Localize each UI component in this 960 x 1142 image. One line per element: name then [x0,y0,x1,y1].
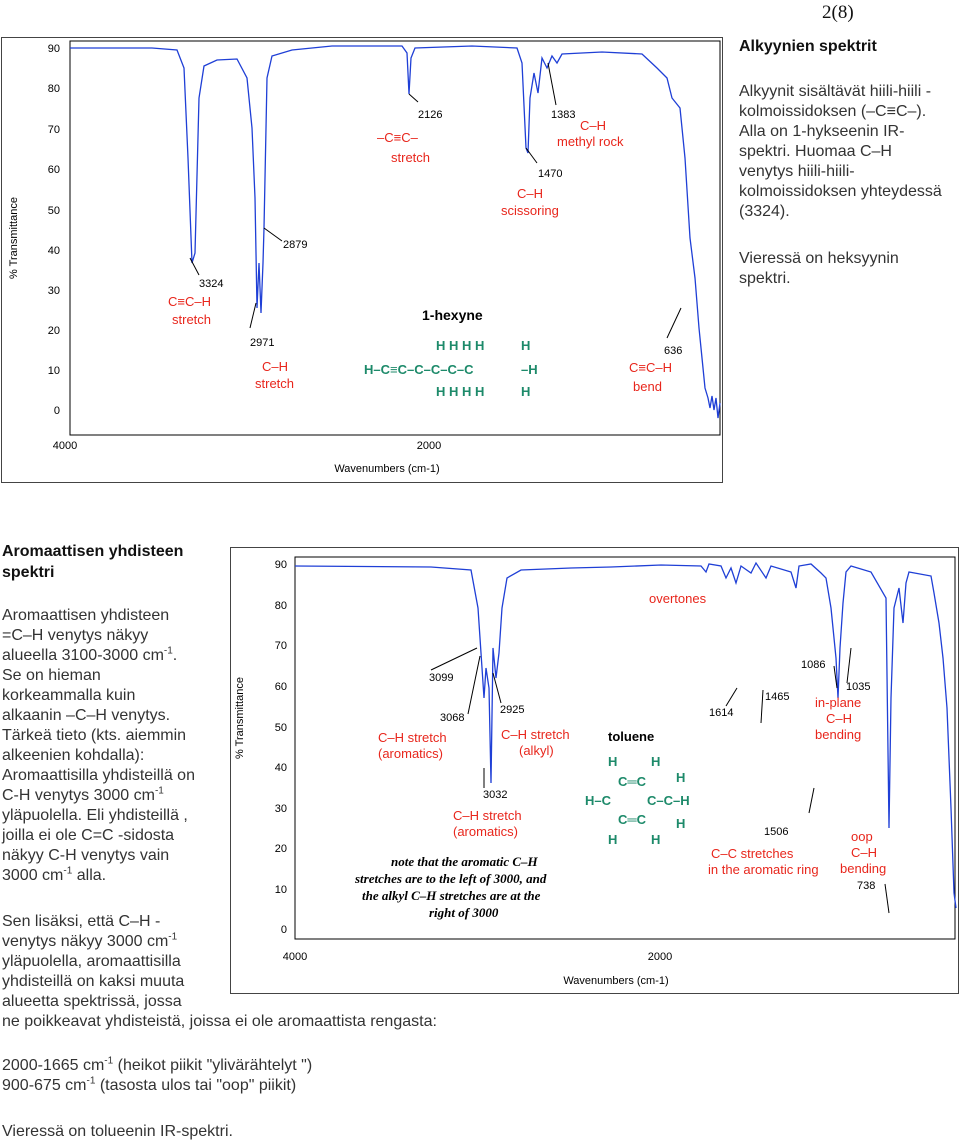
svg-text:H: H [521,338,531,353]
annot-arom1: (aromatics) [378,746,444,761]
svg-text:H H H H: H H H H [436,338,485,353]
y-tick: 50 [274,722,287,734]
svg-text:note that the aromatic C–H: note that the aromatic C–H [391,854,538,869]
svg-text:H–C: H–C [585,793,612,808]
annot-sc: scissoring [501,203,559,218]
y-tick: 10 [47,365,60,377]
toluene-spectrum-figure [230,547,959,994]
peak-label: 1465 [765,691,790,703]
y-tick: 30 [47,285,60,297]
annot-cch: stretch [172,312,212,327]
y-tick: 40 [47,245,60,257]
svg-text:H: H [608,832,618,847]
annot-alkyl: (alkyl) [519,743,554,758]
peak-label: 636 [664,345,683,357]
annot-arom2: (aromatics) [453,824,519,839]
x-axis-label: Wavenumbers (cm-1) [563,975,669,987]
annot-ch: C–H [262,359,289,374]
x-tick: 4000 [282,951,308,963]
compound-name: toluene [608,729,655,744]
annot-cc-ring: C–C stretches [711,846,794,861]
peak-label: 738 [857,880,876,892]
peak-label: 3324 [199,278,224,290]
y-tick: 70 [274,640,287,652]
section1-heading: Alkyynien spektrit [739,38,877,55]
peak-label: 2925 [500,704,525,716]
toluene-structure [585,754,690,847]
svg-text:stretches are to the left of 3: stretches are to the left of 3000, and [355,871,547,886]
y-tick: 60 [47,164,60,176]
annot-bend: bend [633,379,662,394]
hexyne-spectrum-svg [2,38,722,482]
x-tick: 2000 [647,951,673,963]
y-tick: 80 [274,600,287,612]
page-number: 2(8) [822,2,854,23]
peak-label: 1086 [801,659,826,671]
annot-oop: oop [851,829,873,844]
svg-text:C═C: C═C [618,774,646,789]
section2-paragraph3: Sen lisäksi, että C–H - venytys näkyy 3000 $cm^{-1}$ yläpuolella, aromaattisilla yhdisteillä on kaksi muuta alueetta spektrissä, jossa ne poikkeavat yhdisteistä, joissa ei ole aromaattista rengasta: [2,913,437,1030]
x-tick: 4000 [52,440,78,452]
peak-label: 1614 [709,707,734,719]
svg-text:H: H [676,816,686,831]
y-tick: 80 [47,83,60,95]
y-tick: 90 [274,559,287,571]
x-tick: 2000 [416,440,442,452]
peak-label: 2971 [250,337,275,349]
annot-inplane: bending [815,727,862,742]
section1-paragraph: Alkyynit sisältävät hiili-hiili - kolmoissidoksen (–C≡C–). Alla on 1-hykseenin IR- spektri. Huomaa C–H venytys hiili-hiili- kolmoissidoksen yhteydessä (3324). [739,83,942,220]
peak-label: 2879 [283,239,308,251]
final-sentence: Vieressä on tolueenin IR-spektri. [2,1123,233,1140]
annot-mr: methyl rock [557,134,624,149]
y-tick: 50 [47,205,60,217]
annot-cc-ring: in the aromatic ring [708,862,819,877]
x-axis-label: Wavenumbers (cm-1) [334,463,440,475]
svg-text:the alkyl C–H stretches are at: the alkyl C–H stretches are at the [362,888,541,903]
note-text [354,854,547,920]
peak-label: 1506 [764,826,789,838]
y-tick: 30 [274,803,287,815]
annot-bend: C≡C–H [629,360,672,375]
peak-label: 1035 [846,681,871,693]
annot-oop: C–H [851,845,878,860]
svg-text:–H: –H [521,362,538,377]
y-tick: 40 [274,762,287,774]
y-tick: 90 [47,43,60,55]
peak-label: 2126 [418,109,443,121]
svg-text:H: H [676,770,686,785]
peak-label: 1383 [551,109,576,121]
annot-cch: C≡C–H [168,294,211,309]
svg-text:H H H H: H H H H [436,384,485,399]
svg-text:H: H [608,754,618,769]
hexyne-spectrum-figure [1,37,723,483]
annot-oop: bending [840,861,887,876]
peak-label: 3032 [483,789,508,801]
svg-text:H–C≡C–C–C–C–C: H–C≡C–C–C–C–C [364,362,474,377]
svg-text:H: H [521,384,531,399]
y-tick: 60 [274,681,287,693]
y-tick: 20 [47,325,60,337]
annot-inplane: C–H [826,711,853,726]
annot-overtones: overtones [649,591,707,606]
y-tick: 20 [274,843,287,855]
section2-paragraph: Aromaattisen yhdisteen =C–H venytys näkyy alueella 3100-3000 $cm^{-1}$. Se on hieman korkeammalla kuin alkaanin –C–H venytys. Tärkeä tieto (kts. aiemmin alkeenien kohdalla): Aromaattisilla yhdisteillä on C-H venytys 3000 $cm^{-1}$ yläpuolella. Eli yhdisteillä , joilla ei ole C=C -sidosta näkyy C-H venytys vain 3000 $cm^{-1}$ alla. [2,607,195,884]
hexyne-structure [364,338,538,399]
annot-inplane: in-plane [815,695,862,710]
peak-label: 3068 [440,712,465,724]
peak-label: 3099 [429,672,454,684]
annot-cc: stretch [391,150,431,165]
annot-arom2: C–H stretch [453,808,522,823]
section1-paragraph2: Vieressä on heksyynin spektri. [739,250,899,287]
svg-text:right of 3000: right of 3000 [429,905,499,920]
annot-alkyl: C–H stretch [501,727,570,742]
y-axis-label: % Transmittance [234,677,246,759]
compound-name: 1-hexyne [422,307,483,323]
range-list: 2000-1665 $cm^{-1}$ (heikot piikit "ylivärähtelyt ") 900-675 $cm^{-1}$ (tasosta ulos tai "oop" piikit) [2,1055,313,1094]
annot-cc: –C≡C– [377,130,418,145]
annot-mr: C–H [580,118,607,133]
toluene-spectrum-svg [231,548,958,993]
y-tick: 0 [53,405,60,417]
y-tick: 70 [47,124,60,136]
annot-ch: stretch [255,376,295,391]
svg-text:H: H [651,754,661,769]
y-axis-label: % Transmittance [8,197,20,279]
svg-text:C–C–H: C–C–H [647,793,690,808]
annot-sc: C–H [517,186,544,201]
y-tick: 10 [274,884,287,896]
svg-text:C═C: C═C [618,812,646,827]
peak-label: 1470 [538,168,563,180]
annot-arom1: C–H stretch [378,730,447,745]
svg-text:H: H [651,832,661,847]
y-tick: 0 [280,924,287,936]
section2-heading: Aromaattisen yhdisteen spektri [2,543,184,581]
